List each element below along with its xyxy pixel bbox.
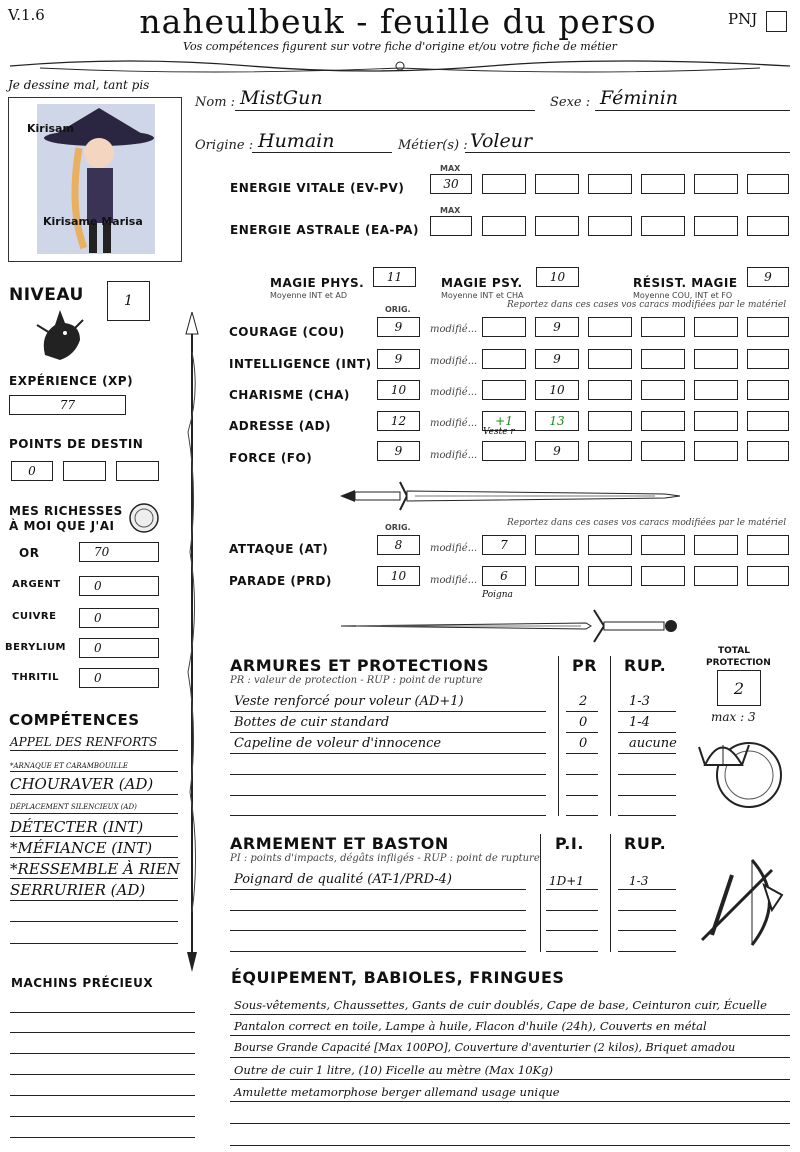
prd-label: PARADE (PRD) [229,574,332,588]
armement-subtitle: PI : points d'impacts, dégâts infligés - RUP : point de rupture [230,853,540,864]
destin-label: POINTS DE DESTIN [9,437,144,451]
sword-icon [335,478,685,514]
armure-pr[interactable]: 0 [579,715,588,730]
combat-orig-label: ORIG. [385,523,411,532]
magie-psy-value[interactable]: 10 [536,267,579,287]
equipement-line[interactable]: Bourse Grande Capacité [Max 100PO], Couverture d'aventurier (2 kilos), Briquet amadou [234,1041,736,1054]
cha-label: CHARISME (CHA) [229,388,350,402]
competence-item[interactable]: *RESSEMBLE À RIEN [10,860,180,878]
arme-name[interactable]: Poignard de qualité (AT-1/PRD-4) [234,872,452,887]
armure-rup[interactable]: aucune [629,736,677,751]
armure-pr[interactable]: 2 [579,694,588,709]
at-mod-box[interactable] [694,535,738,555]
thritil-value[interactable]: 0 [79,668,159,688]
fo-mod-1[interactable] [482,441,526,461]
resist-magie-label: RÉSIST. MAGIE [633,276,738,290]
armures-col-pr: PR [572,656,598,675]
ev-max-box[interactable]: 30 [430,174,472,194]
fo-mod-2[interactable]: 9 [535,441,579,461]
prd-orig[interactable]: 10 [377,566,420,586]
nom-label: Nom : [195,95,236,110]
destin-box[interactable] [63,461,106,481]
ea-label: ENERGIE ASTRALE (EA-PA) [230,223,419,237]
cha-mod-box[interactable] [588,380,632,400]
prd-mod-1[interactable]: 6 [482,566,526,586]
ea-box[interactable] [694,216,738,236]
cou-orig[interactable]: 9 [377,317,420,337]
prd-mod-box[interactable] [535,566,579,586]
ad-mod-box[interactable] [747,411,789,431]
cha-mod-1[interactable] [482,380,526,400]
ev-box[interactable] [641,174,685,194]
ea-box[interactable] [482,216,526,236]
fo-mod-box[interactable] [588,441,632,461]
nom-value[interactable]: MistGun [240,87,323,109]
competence-item[interactable]: SERRURIER (AD) [10,881,146,899]
portrait-caption: Je dessine mal, tant pis [8,78,150,92]
argent-value[interactable]: 0 [79,576,159,596]
equipement-line[interactable]: Outre de cuir 1 litre, (10) Ficelle au mètre (Max 10Kg) [234,1063,554,1077]
ea-max-label: MAX [440,206,461,215]
experience-value[interactable]: 77 [9,395,126,415]
ad-orig[interactable]: 12 [377,411,420,431]
sword-icon [336,606,682,646]
origine-label: Origine : [195,138,254,153]
ad-mod-box[interactable] [641,411,685,431]
competence-item[interactable]: APPEL DES RENFORTS [10,735,158,749]
ad-mod-1[interactable]: +1 [482,411,526,431]
armures-title: ARMURES ET PROTECTIONS [230,656,489,675]
combat-note: Reportez dans ces cases vos caracs modifiées par le matériel [507,518,787,528]
or-value[interactable]: 70 [79,542,159,562]
fo-modifie-label: modifié... [430,450,478,461]
ad-mod-box[interactable] [694,411,738,431]
weapons-icon [692,855,787,950]
richesses-label-1: MES RICHESSES [9,504,123,518]
magie-psy-note: Moyenne INT et CHA [441,291,524,300]
veste-note: Veste r [483,427,515,437]
at-orig[interactable]: 8 [377,535,420,555]
int-mod-box[interactable] [694,349,738,369]
equipement-line[interactable]: Sous-vêtements, Chaussettes, Gants de cuir doublés, Cape de base, Ceinturon cuir, Écuelle [234,998,767,1012]
at-modifie-label: modifié... [430,543,478,554]
fo-mod-box[interactable] [694,441,738,461]
cha-orig[interactable]: 10 [377,380,420,400]
ea-box[interactable] [535,216,579,236]
portrait-frame [8,97,182,262]
int-label: INTELLIGENCE (INT) [229,357,372,371]
fo-mod-box[interactable] [641,441,685,461]
header-flourish [10,54,790,78]
prd-mod-box[interactable] [747,566,789,586]
competence-item[interactable]: *MÉFIANCE (INT) [10,839,153,857]
origine-value[interactable]: Humain [258,130,335,152]
armures-subtitle: PR : valeur de protection - RUP : point de rupture [230,675,483,686]
portrait-text-top: Kirisam [27,122,74,135]
competence-item[interactable]: DÉPLACEMENT SILENCIEUX (AD) [10,803,137,811]
cou-mod-box[interactable] [747,317,789,337]
caracs-note: Reportez dans ces cases vos caracs modifiées par le matériel [507,300,787,310]
armement-divider [540,834,541,952]
total-max-note: max : 3 [711,710,756,724]
armement-col-rup: RUP. [624,834,667,853]
pnj-checkbox[interactable] [766,11,787,32]
ea-box[interactable] [588,216,632,236]
prd-mod-box[interactable] [694,566,738,586]
prd-modifie-label: modifié... [430,575,478,586]
resist-magie-value[interactable]: 9 [747,267,789,287]
int-mod-box[interactable] [747,349,789,369]
ev-label: ENERGIE VITALE (EV-PV) [230,181,405,195]
sexe-label: Sexe : [550,95,591,110]
prd-mod-box[interactable] [588,566,632,586]
cha-modifie-label: modifié... [430,387,478,398]
spear-divider [182,312,202,972]
competence-item[interactable]: DÉTECTER (INT) [10,818,144,836]
destin-value[interactable]: 0 [11,461,53,481]
cou-modifie-label: modifié... [430,324,478,335]
armure-pr[interactable]: 0 [579,736,588,751]
arme-rup[interactable]: 1-3 [629,874,649,888]
at-mod-box[interactable] [641,535,685,555]
at-mod-1[interactable]: 7 [482,535,526,555]
ea-box[interactable] [747,216,789,236]
cou-mod-box[interactable] [588,317,632,337]
magie-phys-note: Moyenne INT et AD [270,291,348,300]
fo-label: FORCE (FO) [229,451,313,465]
metier-label: Métier(s) : [398,138,468,153]
poigna-note: Poigna [482,590,513,600]
thritil-label: THRITIL [12,672,60,683]
armure-name[interactable]: Veste renforcé pour voleur (AD+1) [234,694,464,709]
helmet-shield-icon [697,725,789,817]
ev-max-label: MAX [440,164,461,173]
armure-rup[interactable]: 1-4 [629,715,650,730]
int-orig[interactable]: 9 [377,349,420,369]
sheet-title: naheulbeuk - feuille du perso [139,2,657,41]
cou-mod-box[interactable] [641,317,685,337]
berylium-value[interactable]: 0 [79,638,159,658]
magie-psy-label: MAGIE PSY. [441,276,523,290]
metier-value[interactable]: Voleur [470,130,533,152]
ea-box[interactable] [641,216,685,236]
fo-orig[interactable]: 9 [377,441,420,461]
portrait-text-bottom: Kirisame Marisa [43,215,143,228]
int-mod-box[interactable] [588,349,632,369]
ev-box[interactable] [535,174,579,194]
or-label: OR [19,546,40,560]
richesses-label-2: À MOI QUE J'AI [9,519,115,533]
sexe-value[interactable]: Féminin [600,87,679,109]
total-protection-value[interactable]: 2 [717,670,761,706]
cha-mod-box[interactable] [694,380,738,400]
competence-item[interactable]: CHOURAVER (AD) [10,775,154,793]
dragon-icon [35,305,85,363]
at-mod-box[interactable] [747,535,789,555]
armure-name[interactable]: Capeline de voleur d'innocence [234,736,442,751]
armure-name[interactable]: Bottes de cuir standard [234,715,390,730]
caracs-orig-label: ORIG. [385,305,411,314]
ad-mod-box[interactable] [588,411,632,431]
competence-item[interactable]: *ARNAQUE ET CARAMBOUILLE [10,762,128,770]
cuivre-label: CUIVRE [12,611,57,622]
armement-divider [610,834,611,952]
armement-col-pi: P.I. [555,834,584,853]
cuivre-value[interactable]: 0 [79,608,159,628]
int-mod-1[interactable] [482,349,526,369]
resist-magie-note: Moyenne COU, INT et FO [633,291,733,300]
ad-mod-2[interactable]: 13 [535,411,579,431]
destin-box[interactable] [116,461,159,481]
precieux-title: MACHINS PRÉCIEUX [11,976,154,990]
total-label-1: TOTAL [718,646,750,656]
berylium-label: BERYLIUM [5,642,67,653]
ea-max-box[interactable] [430,216,472,236]
ev-box[interactable] [588,174,632,194]
armure-rup[interactable]: 1-3 [629,694,650,709]
experience-label: EXPÉRIENCE (XP) [9,374,134,388]
int-modifie-label: modifié... [430,356,478,367]
total-label-2: PROTECTION [706,658,771,668]
magie-phys-value[interactable]: 11 [373,267,416,287]
coin-icon [128,502,160,534]
armures-col-rup: RUP. [624,656,667,675]
prd-mod-box[interactable] [641,566,685,586]
cou-mod-box[interactable] [694,317,738,337]
sheet-subtitle: Vos compétences figurent sur votre fiche d'origine et/ou votre fiche de métier [183,40,617,53]
version-label: V.1.6 [8,6,45,24]
arme-pi[interactable]: 1D+1 [549,874,584,888]
at-mod-box[interactable] [588,535,632,555]
ev-box[interactable] [694,174,738,194]
armures-divider [558,656,559,816]
fo-mod-box[interactable] [747,441,789,461]
magie-phys-label: MAGIE PHYS. [270,276,365,290]
argent-label: ARGENT [12,579,61,590]
cou-label: COURAGE (COU) [229,325,345,339]
ad-label: ADRESSE (AD) [229,419,332,433]
niveau-label: NIVEAU [9,285,84,305]
cha-mod-box[interactable] [747,380,789,400]
at-label: ATTAQUE (AT) [229,542,329,556]
cha-mod-2[interactable]: 10 [535,380,579,400]
ad-modifie-label: modifié... [430,418,478,429]
at-mod-box[interactable] [535,535,579,555]
int-mod-2[interactable]: 9 [535,349,579,369]
int-mod-box[interactable] [641,349,685,369]
equipement-line[interactable]: Pantalon correct en toile, Lampe à huile, Flacon d'huile (24h), Couverts en métal [234,1019,707,1033]
niveau-value[interactable]: 1 [107,281,150,321]
armures-divider [610,656,611,816]
pnj-label: PNJ [728,10,758,28]
equipement-title: ÉQUIPEMENT, BABIOLES, FRINGUES [231,968,565,987]
cou-mod-2[interactable]: 9 [535,317,579,337]
competences-title: COMPÉTENCES [9,711,140,729]
cha-mod-box[interactable] [641,380,685,400]
equipement-line[interactable]: Amulette metamorphose berger allemand usage unique [234,1085,560,1099]
ev-box[interactable] [482,174,526,194]
cou-mod-1[interactable] [482,317,526,337]
ev-box[interactable] [747,174,789,194]
armement-title: ARMEMENT ET BASTON [230,834,449,853]
